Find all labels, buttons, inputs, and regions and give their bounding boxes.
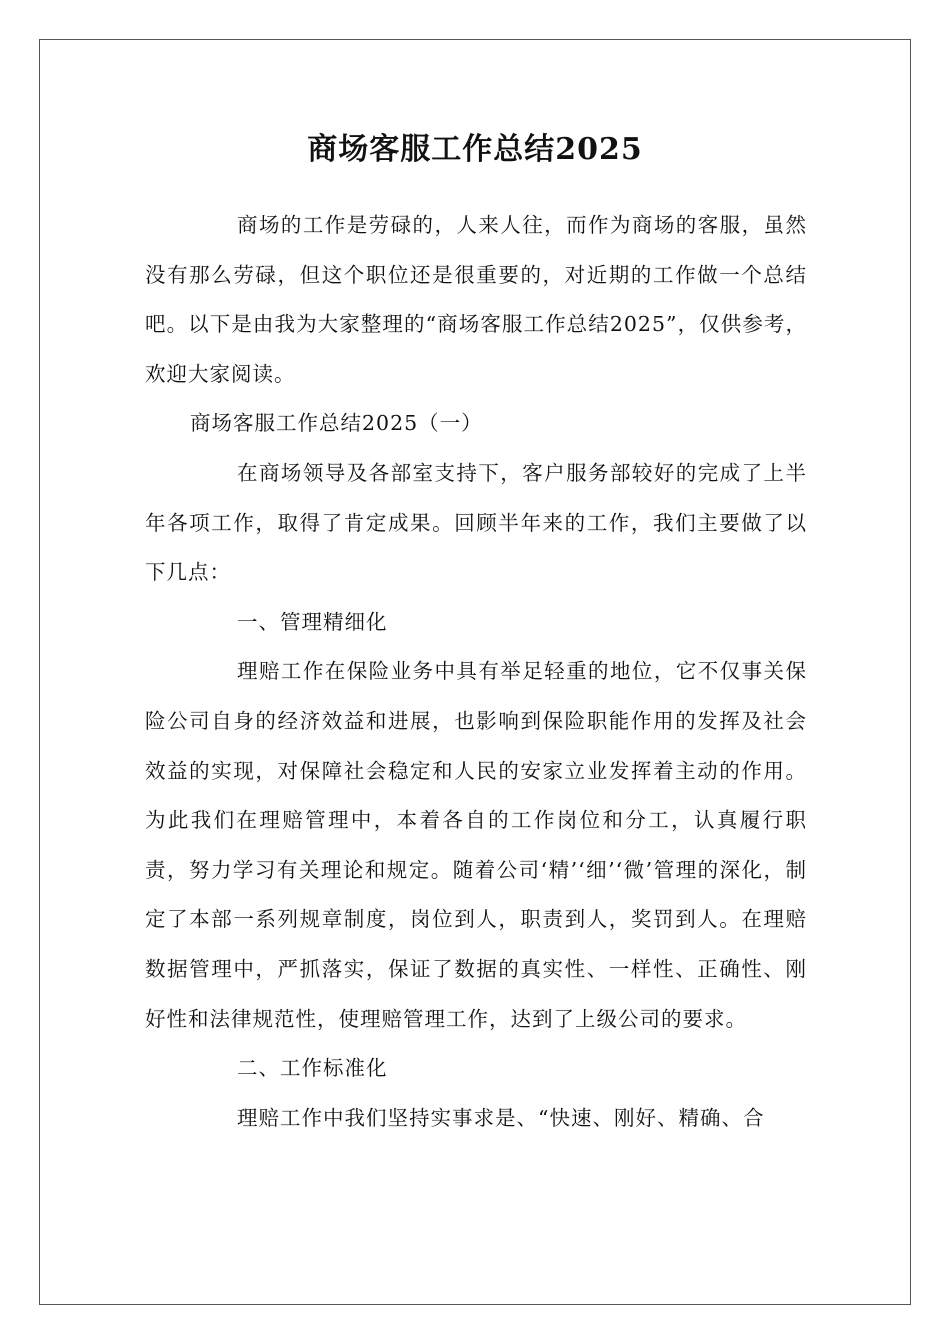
- subheading-management: 一、管理精细化: [237, 609, 388, 634]
- section-heading-part-one: 商场客服工作总结2025（一）: [190, 411, 483, 436]
- document-title: 商场客服工作总结2025: [307, 132, 643, 167]
- subheading-standardization: 二、工作标准化: [237, 1056, 388, 1081]
- body-paragraph: 理赔工作中我们坚持实事求是、“快速、刚好、精确、合: [237, 1105, 765, 1130]
- intro-paragraph: 商场的工作是劳碌的，人来人往，而作为商场的客服，虽然没有那么劳碌，但这个职位还是很重要的，对近期的工作做一个总结吧。以下是由我为大家整理的“商场客服工作总结2025”，仅供参考，欢迎大家阅读。: [145, 213, 807, 386]
- body-paragraph: 在商场领导及各部室支持下，客户服务部较好的完成了上半年各项工作，取得了肯定成果。回顾半年来的工作，我们主要做了以下几点：: [145, 460, 807, 585]
- document-body: [145, 201, 807, 1143]
- body-paragraph: 理赔工作在保险业务中具有举足轻重的地位，它不仅事关保险公司自身的经济效益和进展，也影响到保险职能作用的发挥及社会效益的实现，对保障社会稳定和人民的安家立业发挥着主动的作用。为此我们在理赔管理中，本着各自的工作岗位和分工，认真履行职责，努力学习有关理论和规定。随着公司‘精’‘细’‘微’管理的深化，制定了本部一系列规章制度，岗位到人，职责到人，奖罚到人。在理赔数据管理中，严抓落实，保证了数据的真实性、一样性、正确性、刚好性和法律规范性，使理赔管理工作，达到了上级公司的要求。: [145, 659, 807, 1031]
